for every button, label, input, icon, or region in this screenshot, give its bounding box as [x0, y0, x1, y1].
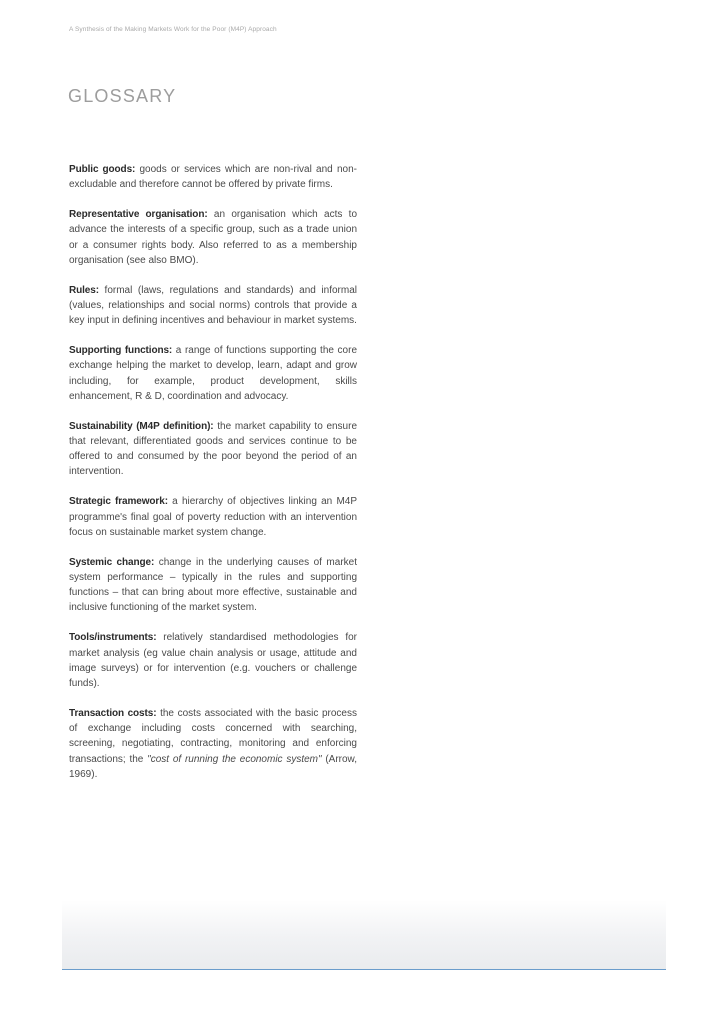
glossary-term: Systemic change: — [69, 556, 155, 568]
glossary-definition: a hierarchy of objectives linking an M4P programme's final goal of poverty reduction with an intervention focus on sustainable market system change. — [69, 496, 358, 538]
glossary-term: Transaction costs: — [69, 708, 157, 720]
glossary-definition: goods or services which are non-rival and non-excludable and therefore cannot be offered by private firms. — [69, 164, 357, 191]
footer-rule — [62, 969, 666, 970]
glossary-entry — [69, 494, 357, 540]
glossary-term: Public goods: — [69, 164, 136, 175]
glossary-term: Strategic framework: — [69, 496, 168, 508]
glossary-definition: an organisation which acts to advance the interests of a specific group, such as a trade union or a consumer rights body. Also referred to as a membership organisation (see also BMO). — [69, 209, 358, 266]
glossary-entry — [69, 207, 357, 268]
glossary-definition: change in the underlying causes of market system performance – typically in the rules and supporting functions – that can bring about more effective, sustainable and inclusive functioning of the market system. — [69, 556, 357, 614]
footer-band — [62, 900, 666, 970]
glossary-term: Representative organisation: — [69, 209, 208, 221]
glossary-definition: the costs associated with the basic process of exchange including costs concerned with searching, screening, negotiating, contracting, monitoring and enforcing transactions; the — [69, 708, 357, 765]
glossary-term: Tools/instruments: — [69, 632, 157, 644]
glossary-entry — [69, 162, 357, 192]
glossary-definition: a range of functions supporting the core exchange helping the market to develop, learn, adapt and grow including, for example, product development, skills enhancement, R & D, coordination and advocacy. — [69, 345, 357, 402]
running-header: A Synthesis of the Making Markets Work for the Poor (M4P) Approach — [69, 26, 277, 33]
glossary-entries — [69, 162, 357, 797]
page-title: GLOSSARY — [68, 86, 177, 106]
glossary-term: Sustainability (M4P definition): — [69, 420, 214, 432]
glossary-entry — [69, 283, 357, 329]
glossary-citation: (Arrow, 1969). — [69, 753, 357, 780]
glossary-definition: relatively standardised methodologies for market analysis (eg value chain analysis or usage, attitude and image surveys) or for intervention (e.g. vouchers or challenge funds). — [69, 632, 357, 690]
glossary-definition: the market capability to ensure that relevant, differentiated goods and services continue to be offered to and consumed by the poor beyond the period of an intervention. — [69, 420, 358, 478]
glossary-entry — [69, 343, 357, 404]
glossary-term: Rules: — [69, 284, 99, 296]
glossary-entry — [69, 555, 357, 616]
glossary-quote: "cost of running the economic system" — [147, 753, 322, 765]
glossary-definition: formal (laws, regulations and standards) and informal (values, relationships and social norms) controls that provide a key input in defining incentives and behaviour in market systems. — [69, 284, 357, 327]
glossary-entry — [69, 419, 357, 480]
glossary-term: Supporting functions: — [69, 345, 173, 357]
glossary-entry — [69, 630, 357, 691]
glossary-entry — [69, 706, 357, 782]
